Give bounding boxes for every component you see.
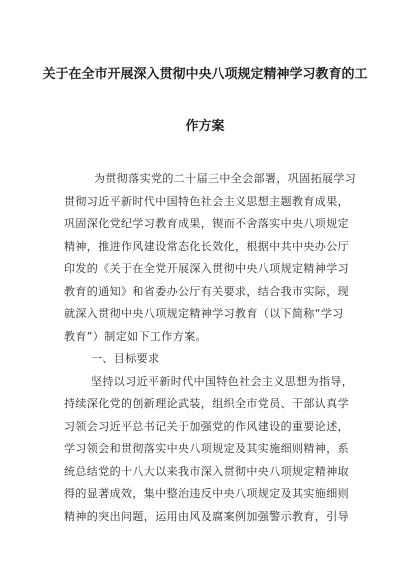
body-line-7: 就深入贯彻中央八项规定精神学习教育（以下简称“学习 — [64, 307, 344, 320]
body-line-6: 教育的通知》和省委办公厅有关要求，结合我市实际，现 — [64, 285, 349, 298]
body-line-11: 持续深化党的创新理论武装，组织全市党员、干部认真学 — [64, 397, 349, 410]
document-title-line-2: 作方案 — [185, 119, 225, 134]
body-line-16: 精神的突出问题，运用由风及腐案例加强警示教育，引导 — [64, 510, 349, 523]
body-line-8: 教育”）制定如下工作方案。 — [64, 330, 207, 343]
body-line-13: 学习领会和贯彻落实中央八项规定及其实施细则精神，系 — [64, 442, 349, 455]
body-line-1: 为贯彻落实党的二十届三中全会部署，巩固拓展学习 — [94, 172, 357, 185]
body-line-10: 坚持以习近平新时代中国特色社会主义思想为指导， — [91, 375, 354, 388]
body-line-4: 精神，推进作风建设常态化长效化，根据中共中央办公厅 — [64, 240, 349, 253]
body-line-5: 印发的《关于在全党开展深入贯彻中央八项规定精神学习 — [64, 262, 349, 275]
document-title-line-1: 关于在全市开展深入贯彻中央八项规定精神学习教育的工 — [42, 67, 368, 82]
body-line-15: 得的显著成效，集中整治违反中央八项规定及其实施细则 — [64, 487, 349, 500]
body-line-12: 习领会习近平总书记关于加强党的作风建设的重要论述， — [64, 420, 349, 433]
body-line-3: 巩固深化党纪学习教育成果，锲而不舍落实中央八项规定 — [64, 217, 349, 230]
section-heading-1: 一、目标要求 — [91, 352, 160, 365]
body-line-14: 统总结党的十八大以来我市深入贯彻中央八项规定精神取 — [64, 465, 349, 478]
body-line-2: 贯彻习近平新时代中国特色社会主义思想主题教育成果， — [64, 195, 349, 208]
